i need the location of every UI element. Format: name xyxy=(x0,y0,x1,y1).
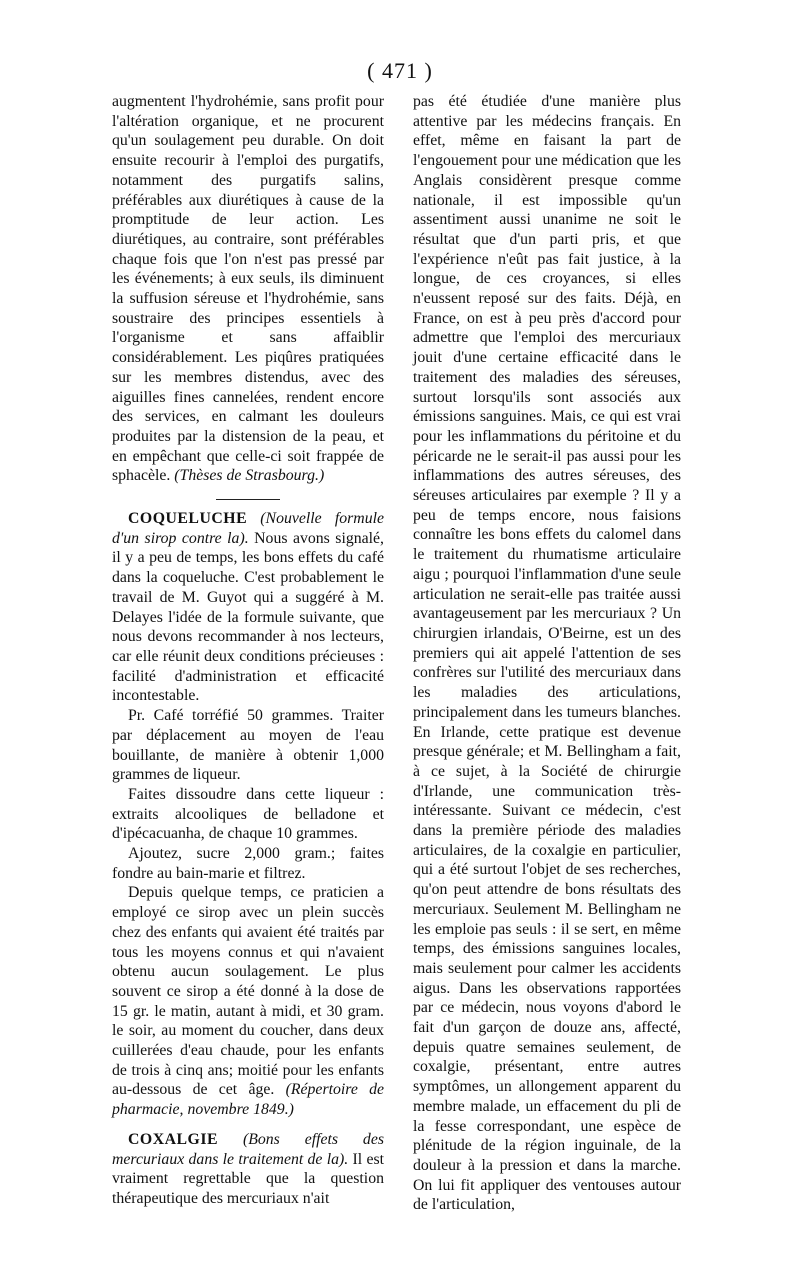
recipe-step-1: Pr. Café torréfié 50 grammes. Traiter par déplacement au moyen de l'eau bouillante, de manière à obtenir 1,000 grammes de liqueur. xyxy=(112,707,384,784)
section-divider xyxy=(216,499,280,500)
page-number: ( 471 ) xyxy=(367,58,433,83)
article-coxalgie-text: Il est vraiment regrettable que la question thérapeutique des mercuriaux n'ait xyxy=(112,1150,385,1207)
recipe-step-2: Faites dissoudre dans cette liqueur : extraits alcooliques de belladone et d'ipécacuanha, de chaque 10 grammes. xyxy=(112,785,384,843)
continuation-text: augmentent l'hydrohémie, sans profit pour l'altération organique, et ne procurent qu'un soulagement peu durable. On doit ensuite recourir à l'emploi des purgatifs, notamment des purgatifs salins, préférables aux diurétiques à cause de la promptitude de leur action. Les diurétiques, au contraire, sont préférables chaque fois que l'on n'est pas pressé par les événements; à eux seuls, ils diminuent la suffusion séreuse et l'hydrohémie, sans soustraire des principes essentiels à l'organisme et sans affaiblir considérablement. Les piqûres pratiquées sur les membres distendus, avec des aiguilles fines cannelées, rendent encore des services, en calmant les douleurs produites par la distension de la peau, et en empêchant que celle-ci soit frappée de sphacèle. xyxy=(112,93,384,485)
article-subtitle-coxalgie: (Bons effets des mercuriaux dans le traitement de la). xyxy=(112,1130,384,1168)
article-coqueluche-source: (Répertoire de pharmacie, novembre 1849.) xyxy=(112,1081,385,1119)
article-heading-coxalgie: COXALGIE xyxy=(128,1130,219,1148)
continuation-source: (Thèses de Strasbourg.) xyxy=(174,467,325,485)
recipe-step-3: Ajoutez, sucre 2,000 gram.; faites fondre au bain-marie et filtrez. xyxy=(112,845,384,882)
article-heading-coqueluche: COQUELUCHE xyxy=(128,510,248,528)
article-subtitle-coqueluche: (Nouvelle formule d'un sirop contre la). xyxy=(112,510,384,547)
article-intro-text: Nous avons signalé, il y a peu de temps, les bons effets du café dans la coqueluche. C'est probablement le travail de M. Guyot qui a suggéré à M. Delayes l'idée de la formule suivante, que nous devons recommander à nos lecteurs, car elle réunit deux conditions précieuses : facilité d'administration et efficacité incontestable. xyxy=(112,529,384,705)
continuation-paragraph xyxy=(112,92,384,486)
article-coqueluche-body xyxy=(112,883,384,1119)
left-column xyxy=(112,92,384,1209)
article-body-text: Depuis quelque temps, ce praticien a employé ce sirop avec un plein succès chez des enfants qui avaient été traités par tous les moyens connus et qui n'avaient obtenu aucun soulagement. Le plus souvent ce sirop a été donné à la dose de 15 gr. le matin, autant à midi, et 30 gram. le soir, au moment du coucher, dans deux cuillerées d'eau chaude, pour les enfants de trois à cinq ans; moitié pour les enfants au-dessous de cet âge. xyxy=(112,884,384,1099)
coxalgie-continuation: pas été étudiée d'une manière plus attentive par les médecins français. En effet, même en faisant la part de l'engouement pour une médication que les Anglais considèrent presque comme nationale, il est impossible qu'un assentiment aussi unanime ne soit le résultat que d'un parti pris, et que l'expérience n'eût pas fait justice, à la longue, de ces croyances, si elles n'eussent reposé sur des faits. Déjà, en France, on est à peu près d'accord pour admettre que l'emploi des mercuriaux jouit d'une certaine efficacité dans le traitement des maladies des séreuses, surtout lorsqu'ils sont associés aux émissions sanguines. Mais, ce qui est vrai pour les inflammations du péritoine et du péricarde ne le serait-il pas aussi pour les inflammations des autres séreuses, des séreuses articulaires par exemple ? Il y a peu de temps encore, nous faisions connaître les bons effets du calomel dans le traitement du rhumatisme articulaire aigu ; pourquoi l'inflammation d'une seule articulation ne serait-elle pas traitée aussi avantageusement par les mercuriaux ? Un chirurgien irlandais, O'Beirne, est un des premiers qui ait appelé l'attention de ses confrères sur l'utilité des mercuriaux dans les maladies des articulations, principalement dans les tumeurs blanches. En Irlande, cette pratique est devenue presque générale; et M. Bellingham a fait, à ce sujet, à la Société de chirurgie d'Irlande, une communication très-intéressante. Suivant ce médecin, c'est dans la première période des maladies articulaires, de la coxalgie en particulier, qui a été surtout l'objet de ses recherches, qu'on peut attendre de bons résultats des mercuriaux. Seulement M. Bellingham ne les emploie pas seuls : il se sert, en même temps, des émissions sanguines locales, mais seulement pour calmer les accidents aigus. Dans les observations rapportées par ce médecin, nous voyons d'abord le fait d'un garçon de douze ans, affecté, depuis quatre semaines seulement, de coxalgie, présentant, entre autres symptômes, un allongement apparent du membre malade, un effacement du pli de la fesse correspondant, une espèce de plénitude de la région inguinale, de la douleur à la pression et dans la marche. On lui fit appliquer des ventouses autour de l'articulation, xyxy=(413,93,681,1214)
article-coxalgie-intro xyxy=(112,1130,384,1209)
right-column xyxy=(413,92,681,1215)
article-coqueluche-intro xyxy=(112,509,384,706)
